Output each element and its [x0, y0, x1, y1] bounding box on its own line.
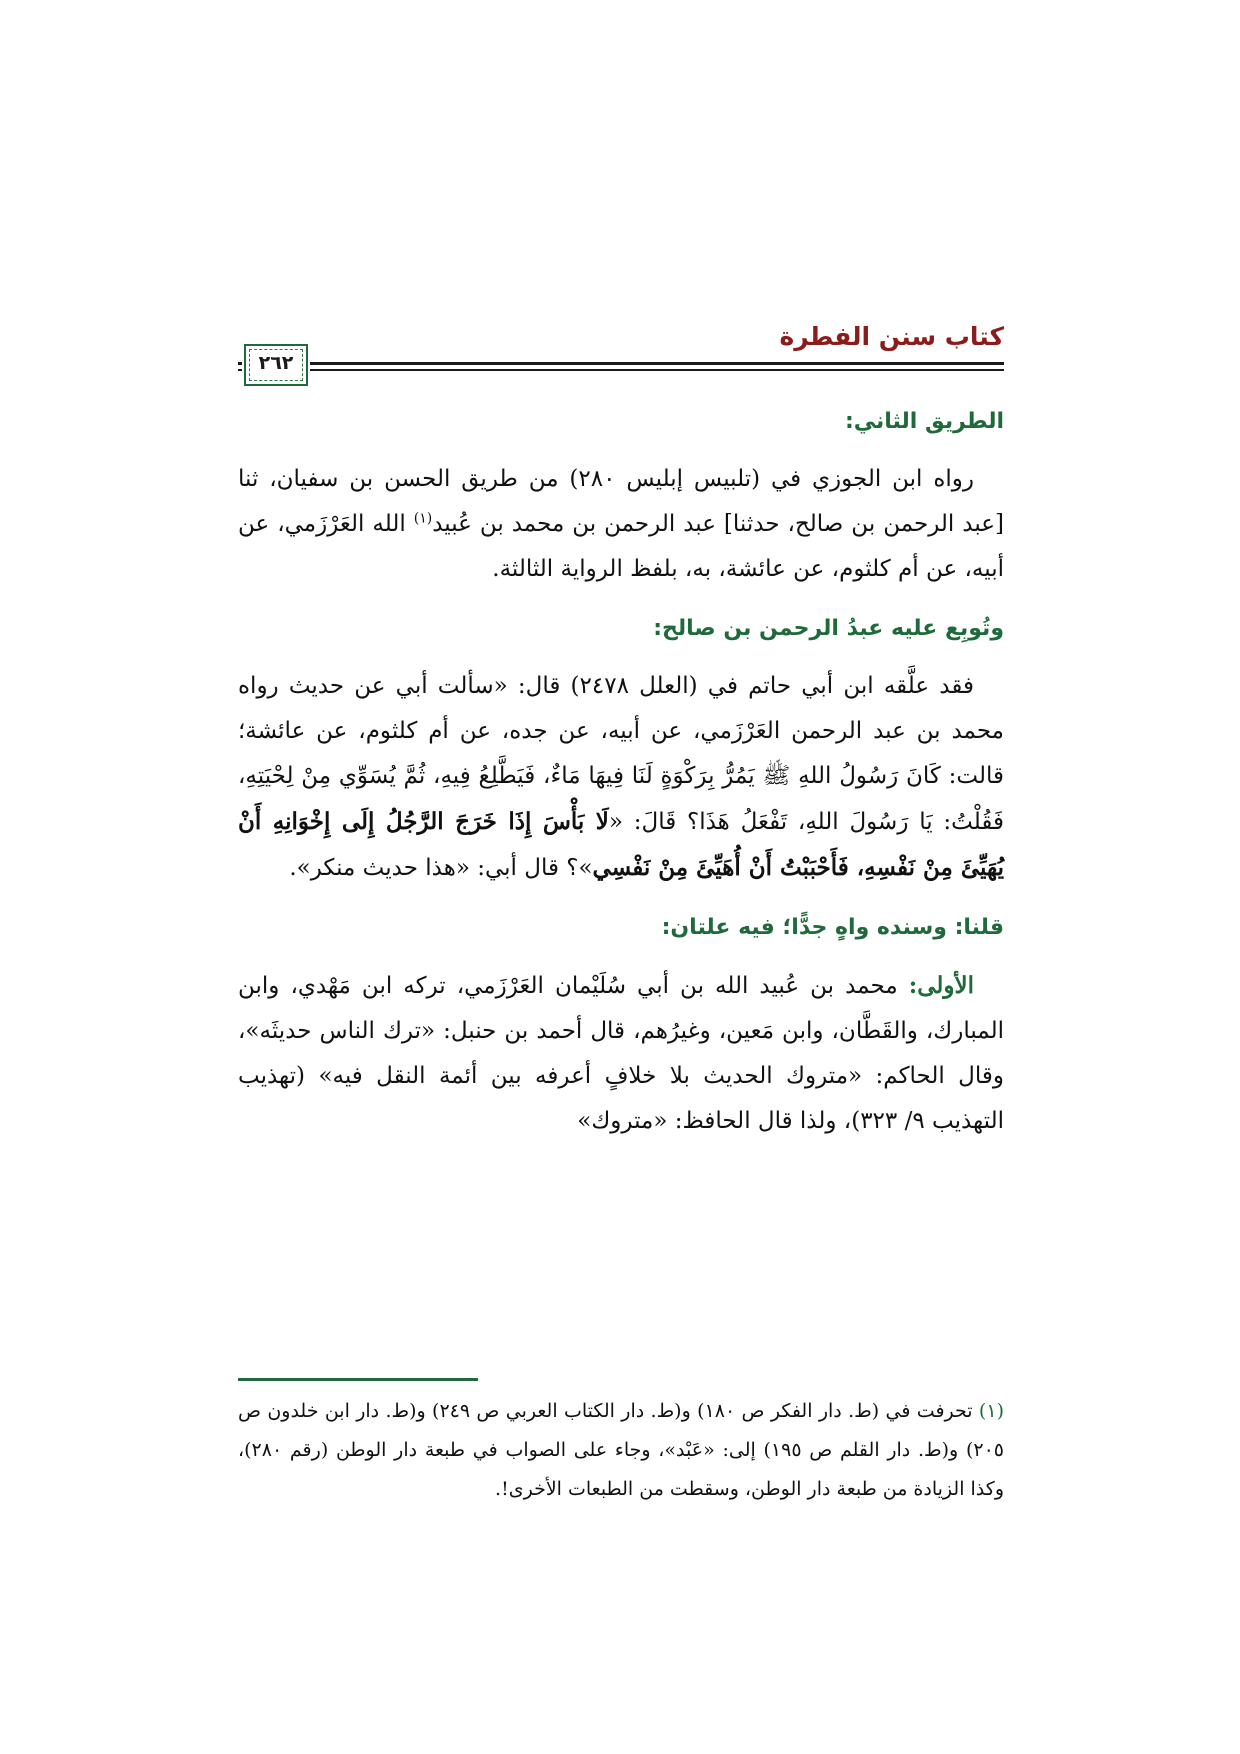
paragraph-text: رواه ابن الجوزي في (تلبيس إبليس ٢٨٠) من طريق الحسن بن سفيان، ثنا [عبد الرحمن بن صالح، حدثنا] عبد الرحمن بن محمد بن عُبيد — [238, 466, 1004, 537]
page-number: ٢٦٢ — [258, 352, 294, 374]
defect-label: الأولى: — [908, 972, 974, 999]
section-heading-corroboration: وتُوبِع عليه عبدُ الرحمن بن صالح: — [653, 616, 1004, 641]
section-heading-verdict — [238, 911, 1004, 945]
header-rule-top — [238, 362, 1004, 365]
paragraph-corroboration — [238, 664, 1004, 891]
footnote — [238, 1392, 1004, 1509]
paragraph-text-cont: الله العَرْزَمي، عن أبيه، عن أم كلثوم، عن عائشة، به، بلفظ الرواية الثالثة. — [238, 511, 1004, 582]
book-page — [238, 0, 1004, 1754]
heading-rest: وسنده واهٍ جدًّا؛ فيه علتان: — [661, 915, 955, 940]
footnote-number: (١) — [978, 1400, 1004, 1422]
page-number-frame-icon — [244, 344, 308, 386]
paragraph-text: فقد علَّقه ابن أبي حاتم في (العلل ٢٤٧٨) قال: «سألت أبي عن حديث رواه محمد بن عبد الرحمن العَرْزَمي، عن أبيه، عن جده، عن أم كلثوم، عن عائشة؛ قالت: كَانَ رَسُولُ اللهِ ﷺ يَمُرُّ بِرَكْوَةٍ لَنَا فِيهَا مَاءٌ، فَيَطَّلِعُ فِيهِ، ثُمَّ يُسَوِّي مِنْ لِحْيَتِهِ، فَقُلْتُ: يَا رَسُولَ اللهِ، تَفْعَلُ هَذَا؟ قَالَ: « — [238, 673, 1004, 835]
heading-keyword: قلنا: — [954, 915, 1004, 940]
book-title: كتاب سنن الفطرة — [779, 322, 1004, 351]
paragraph-text: محمد بن عُبيد الله بن أبي سُلَيْمان العَرْزَمي، تركه ابن مَهْدي، وابن المبارك، والقَطَّان، وابن مَعين، وغيرُهم، قال أحمد بن حنبل: «ترك الناس حديثَه»، وقال الحاكم: «متروك الحديث بلا خلافٍ أعرفه بين أئمة النقل فيه» (تهذيب التهذيب ٩/ ٣٢٣)، ولذا قال الحافظ: «متروك» — [238, 973, 1004, 1134]
footnote-text: تحرفت في (ط. دار الفكر ص ١٨٠) و(ط. دار الكتاب العربي ص ٢٤٩) و(ط. دار ابن خلدون ص ٢٠٥) و(ط. دار القلم ص ١٩٥) إلى: «عَبْد»، وجاء على الصواب في طبعة دار الوطن (رقم ٢٨٠)، وكذا الزيادة من طبعة دار الوطن، وسقطت من الطبعات الأخرى!. — [238, 1400, 1004, 1500]
footnote-marker[interactable]: (١) — [413, 510, 433, 527]
hadith-text: لَا بَأْسَ إِذَا خَرَجَ الرَّجُلُ إِلَى إِخْوَانِهِ أَنْ يُهَيِّئَ مِنْ نَفْسِهِ، فَأَحْبَبْتُ أَنْ أُهَيِّئَ مِنْ نَفْسِي — [238, 808, 1004, 881]
page-header — [238, 318, 1004, 388]
paragraph-text-end: »؟ قال أبي: «هذا حديث منكر». — [289, 855, 593, 881]
paragraph-first-defect — [238, 963, 1004, 1144]
page-content — [238, 405, 1004, 1164]
section-heading-second-route: الطريق الثاني: — [844, 409, 1004, 434]
paragraph-second-route — [238, 457, 1004, 592]
footnote-separator — [238, 1378, 478, 1381]
header-rule-bottom — [238, 369, 1004, 371]
